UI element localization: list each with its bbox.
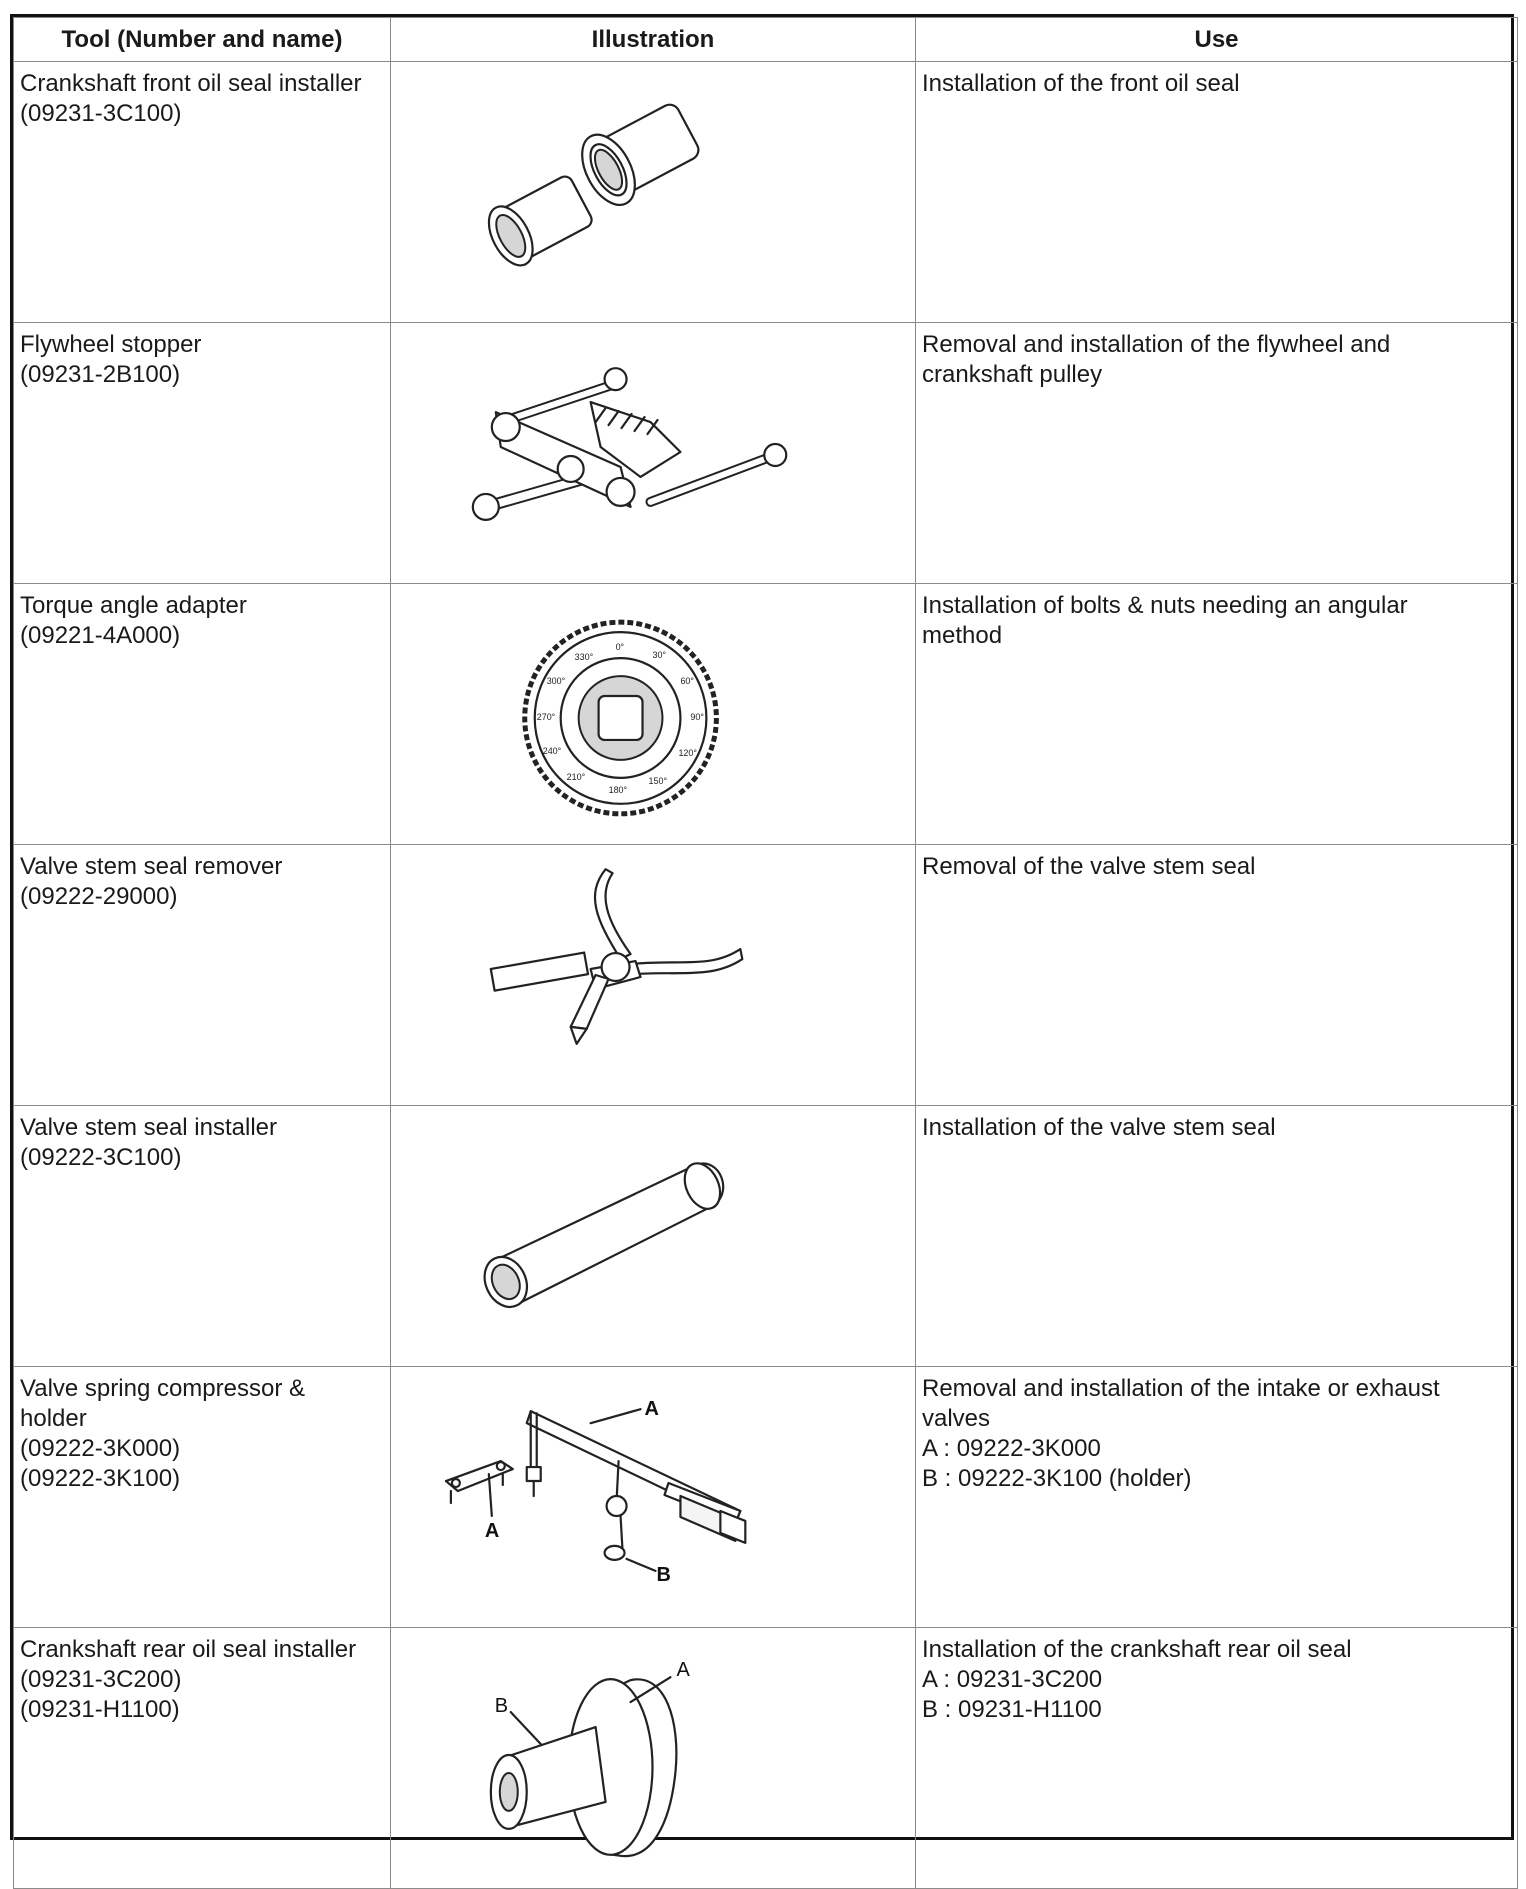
header-row [14, 18, 1518, 62]
illustration-cell [391, 1628, 916, 1889]
svg-text:0°: 0° [615, 641, 625, 652]
label-b: B [656, 1563, 671, 1586]
tool-cell [14, 584, 391, 845]
tool-cell [14, 62, 391, 323]
label-a: A [484, 1519, 500, 1542]
use-text: valves [922, 1405, 991, 1432]
use-text: Removal of the valve stem seal [922, 853, 1256, 880]
illustration-cell [391, 845, 916, 1106]
tool-name: Valve stem seal installer [20, 1114, 277, 1141]
tool-name: Torque angle adapter [20, 592, 247, 619]
special-tools-table-frame [10, 14, 1514, 1840]
tool-name: Flywheel stopper [20, 331, 202, 358]
tool-name: Valve spring compressor & [20, 1375, 305, 1402]
valve-stem-seal-installer-icon [391, 1110, 915, 1363]
svg-text:90°: 90° [690, 711, 705, 722]
svg-text:150°: 150° [648, 775, 668, 786]
header-illustration: Illustration [391, 18, 916, 62]
label-a: A [644, 1397, 659, 1420]
valve-stem-seal-remover-icon [391, 849, 915, 1102]
illustration-cell [391, 584, 916, 845]
svg-text:330°: 330° [574, 651, 594, 662]
tool-cell [14, 845, 391, 1106]
tool-name: Crankshaft front oil seal installer [20, 70, 362, 97]
tool-number: (09221-4A000) [20, 622, 181, 649]
use-cell [916, 62, 1518, 323]
tool-cell [14, 1367, 391, 1628]
tool-number: (09231-H1100) [20, 1696, 180, 1723]
torque-angle-adapter-icon [391, 588, 915, 841]
use-cell [916, 584, 1518, 845]
use-text: method [922, 622, 1003, 649]
use-cell [916, 1367, 1518, 1628]
svg-text:120°: 120° [678, 747, 698, 758]
use-text: Removal and installation of the intake or exhaust [922, 1375, 1440, 1402]
tool-number: (09231-2B100) [20, 361, 181, 388]
svg-text:240°: 240° [542, 745, 562, 756]
table-row [14, 1628, 1518, 1889]
label-a: A [676, 1658, 690, 1681]
tool-number: (09231-3C200) [20, 1666, 182, 1693]
tool-cell [14, 1106, 391, 1367]
use-text: crankshaft pulley [922, 361, 1103, 388]
use-cell [916, 845, 1518, 1106]
seal-installer-icon [391, 66, 915, 319]
svg-text:210°: 210° [566, 771, 586, 782]
flywheel-stopper-icon [391, 327, 915, 580]
table-row [14, 323, 1518, 584]
svg-text:270°: 270° [536, 711, 556, 722]
header-tool: Tool (Number and name) [14, 18, 391, 62]
tool-number: (09222-3K100) [20, 1465, 181, 1492]
svg-text:30°: 30° [652, 649, 667, 660]
use-cell [916, 1628, 1518, 1889]
table-row [14, 1106, 1518, 1367]
use-text: Installation of the crankshaft rear oil seal [922, 1636, 1352, 1663]
use-cell [916, 1106, 1518, 1367]
use-text: B : 09231-H1100 [922, 1696, 1102, 1723]
tool-number: (09222-29000) [20, 883, 178, 910]
table-row [14, 1367, 1518, 1628]
tool-name: Crankshaft rear oil seal installer [20, 1636, 357, 1663]
use-text: A : 09231-3C200 [922, 1666, 1103, 1693]
use-text: Removal and installation of the flywheel and [922, 331, 1391, 358]
svg-text:180°: 180° [608, 784, 628, 795]
use-text: A : 09222-3K000 [922, 1435, 1101, 1462]
table-row [14, 62, 1518, 323]
rear-oil-seal-installer-icon [391, 1632, 915, 1885]
table-row [14, 584, 1518, 845]
illustration-cell [391, 1106, 916, 1367]
tool-name: Valve stem seal remover [20, 853, 283, 880]
valve-spring-compressor-icon [391, 1371, 915, 1624]
tool-number: (09222-3K000) [20, 1435, 181, 1462]
use-text: Installation of the valve stem seal [922, 1114, 1276, 1141]
label-b: B [494, 1694, 509, 1717]
tool-cell [14, 323, 391, 584]
use-text: Installation of bolts & nuts needing an angular [922, 592, 1408, 619]
tool-cell [14, 1628, 391, 1889]
use-text: Installation of the front oil seal [922, 70, 1240, 97]
use-cell [916, 323, 1518, 584]
table-row [14, 845, 1518, 1106]
svg-text:60°: 60° [680, 675, 695, 686]
use-text: B : 09222-3K100 (holder) [922, 1465, 1192, 1492]
illustration-cell [391, 323, 916, 584]
tool-name: holder [20, 1405, 87, 1432]
svg-text:300°: 300° [546, 675, 566, 686]
header-use: Use [916, 18, 1518, 62]
illustration-cell [391, 62, 916, 323]
tool-number: (09222-3C100) [20, 1144, 182, 1171]
special-tools-table [13, 17, 1518, 1889]
tool-number: (09231-3C100) [20, 100, 182, 127]
illustration-cell [391, 1367, 916, 1628]
